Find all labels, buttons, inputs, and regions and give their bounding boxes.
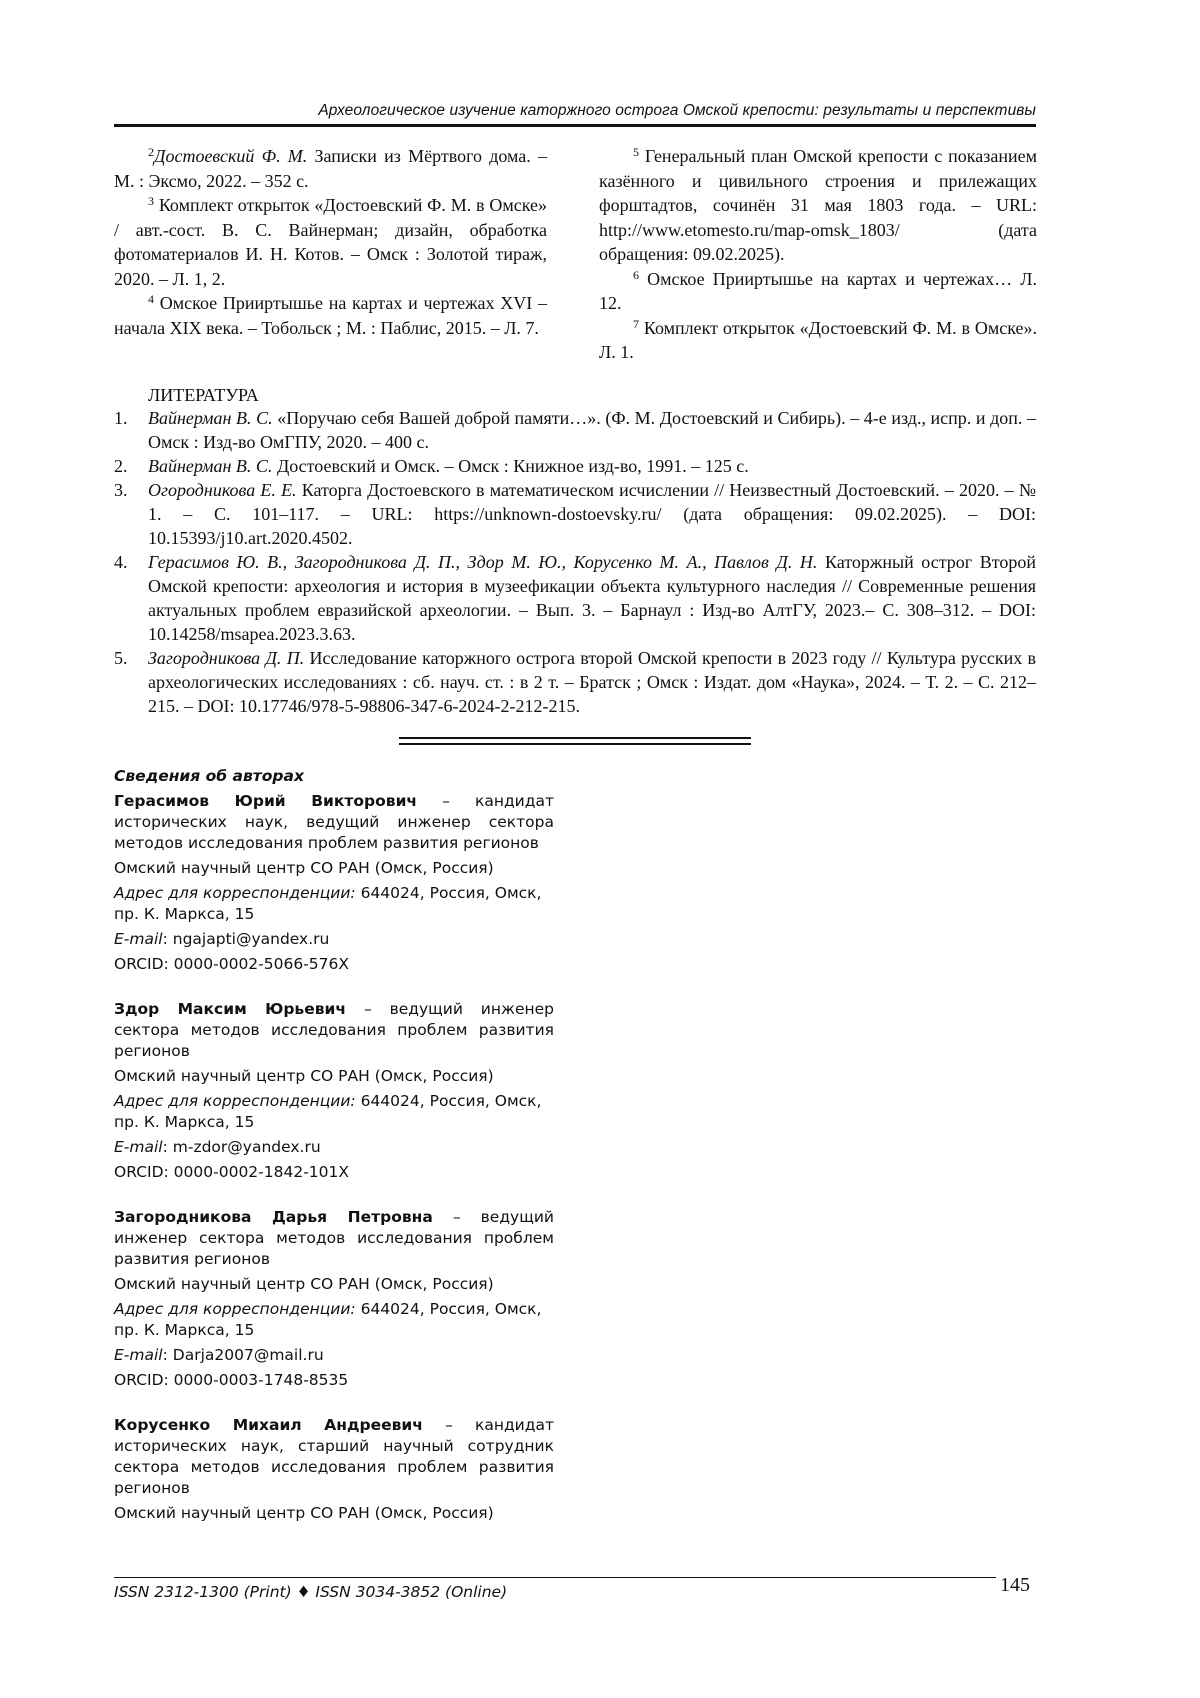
reference-text: Достоевский и Омск. – Омск : Книжное изд-во, 1991. – 125 с. [272,456,749,476]
footnote [114,193,547,291]
address-value: 644024, Россия, Омск, пр. К. Маркса, 15 [114,1092,542,1131]
author-block [114,1207,554,1391]
reference-number: 1. [114,408,128,428]
author-organization: Омский научный центр СО РАН (Омск, Россия) [114,1504,494,1522]
reference-number: 2. [114,456,128,476]
email-label: E-mail [114,930,163,948]
author-intro [114,1207,554,1270]
reference-number: 3. [114,480,128,500]
footnote-number: 3 [148,194,154,208]
author-description: – ведущий инженер сектора методов исследования проблем развития регионов [114,1208,554,1268]
footnotes-left-column [114,144,547,340]
footnote-number: 4 [148,292,154,306]
reference-item [114,478,1036,550]
header-rule [114,124,1036,127]
footnote-number: 5 [633,145,639,159]
footnote-text: Генеральный план Омской крепости с показанием казённого и цивильного строения и прилежащих форштадтов, сочинён 31 мая 1803 года. – URL: http://www.etomesto.ru/map-omsk_1803/ (дата обращения: 09.02.2025). [599,146,1037,264]
footer-issn: ISSN 2312-1300 (Print) ♦ ISSN 3034-3852 (Online) [114,1583,508,1601]
reference-item [114,550,1036,646]
footnote-number: 2 [148,145,154,159]
author-organization: Омский научный центр СО РАН (Омск, Россия) [114,859,494,877]
footnote-text: Комплект открыток «Достоевский Ф. М. в Омске». Л. 1. [599,317,1037,362]
address-value: 644024, Россия, Омск, пр. К. Маркса, 15 [114,1300,542,1339]
author-intro [114,791,554,854]
running-header: Археологическое изучение каторжного острога Омской крепости: результаты и перспективы [318,102,1036,119]
author-organization: Омский научный центр СО РАН (Омск, Россия) [114,1275,494,1293]
author-name: Герасимов Юрий Викторович [114,792,418,810]
footnote [114,291,547,340]
footnote-number: 6 [633,267,639,282]
footnote-text: Комплект открыток «Достоевский Ф. М. в Омске» / авт.-сост. В. С. Вайнерман; дизайн, обработка фотоматериалов И. Н. Котов. – Омск : Золотой тираж, 2020. – Л. 1, 2. [114,195,547,289]
author-address [114,883,554,925]
reference-text: «Поручаю себя Вашей доброй памяти…». (Ф. М. Достоевский и Сибирь). – 4-е изд., испр. и доп. – Омск : Изд-во ОмГПУ, 2020. – 400 с. [148,408,1037,452]
reference-text: Каторга Достоевского в математическом исчислении // Неизвестный Достоевский. – 2020. – № 1. – С. 101–117. – URL: https://unknown-dostoevsky.ru/ (дата обращения: 09.02.2025). – DOI: 10.15393/j10.art.2020.4502. [148,480,1037,548]
email-label: E-mail [114,1346,163,1364]
reference-authors: Вайнерман В. С. [148,408,273,428]
literature-heading: ЛИТЕРАТУРА [148,385,259,405]
author-organization: Омский научный центр СО РАН (Омск, Россия) [114,1067,494,1085]
footnote-text: Записки из Мёртвого дома. – М. : Эксмо, 2022. – 352 с. [114,146,548,191]
author-address [114,1091,554,1133]
reference-authors: Огородникова Е. Е. [148,480,297,500]
address-label: Адрес для корреспонденции: [114,1300,356,1318]
author-name: Корусенко Михаил Андреевич [114,1416,423,1434]
address-label: Адрес для корреспонденции: [114,1092,356,1110]
author-intro [114,999,554,1062]
authors-section [114,766,554,1548]
reference-list [114,406,1036,718]
page-number: 145 [1000,1574,1030,1596]
address-value: 644024, Россия, Омск, пр. К. Маркса, 15 [114,884,542,923]
author-email [114,929,554,950]
reference-item [114,406,1036,454]
reference-item [114,646,1036,718]
author-orcid: ORCID: 0000-0002-5066-576X [114,955,349,973]
author-email [114,1345,554,1366]
reference-text: Каторжный острог Второй Омской крепости: археология и история в музеефикации объекта культурного наследия // Современные решения актуальных проблем евразийской археологии. – Вып. 3. – Барнаул : Изд-во АлтГУ, 2023.– С. 308–312. – DOI: 10.14258/msapea.2023.3.63. [148,552,1036,644]
footnote-author: Достоевский Ф. М. [154,146,308,166]
author-description: – кандидат исторических наук, ведущий инженер сектора методов исследования проблем развития регионов [114,792,554,852]
author-email [114,1137,554,1158]
author-address [114,1299,554,1341]
author-name: Здор Максим Юрьевич [114,1000,347,1018]
author-orcid: ORCID: 0000-0002-1842-101X [114,1163,349,1181]
section-divider-top [399,737,751,739]
reference-number: 5. [114,648,128,668]
footnote [599,316,1037,365]
reference-number: 4. [114,552,128,572]
author-block [114,999,554,1183]
author-description: – кандидат исторических наук, старший научный сотрудник сектора методов исследования проблем развития регионов [114,1416,554,1497]
reference-authors: Герасимов Ю. В., Загородникова Д. П., Здор М. Ю., Корусенко М. А., Павлов Д. Н. [148,552,818,572]
section-divider-bottom [399,743,751,745]
footnote [114,144,547,193]
reference-item [114,454,1036,478]
footnote-number: 7 [633,316,639,331]
author-block [114,791,554,975]
address-label: Адрес для корреспонденции: [114,884,356,902]
reference-authors: Вайнерман В. С. [148,456,273,476]
footnote [599,267,1037,316]
author-description: – ведущий инженер сектора методов исследования проблем развития регионов [114,1000,554,1060]
author-name: Загородникова Дарья Петровна [114,1208,433,1226]
author-block [114,1415,554,1524]
footnotes-right-column [599,144,1037,365]
email-value[interactable]: : ngajapti@yandex.ru [162,930,330,948]
footnote-text: Омское Прииртышье на картах и чертежах XVI – начала XIX века. – Тобольск ; М. : Паблис, 2015. – Л. 7. [114,293,548,338]
authors-title: Сведения об авторах [114,767,304,785]
reference-authors: Загородникова Д. П. [148,648,305,668]
email-value[interactable]: : m-zdor@yandex.ru [162,1138,321,1156]
author-orcid: ORCID: 0000-0003-1748-8535 [114,1371,349,1389]
footer-rule [114,1577,996,1578]
email-label: E-mail [114,1138,163,1156]
footnote [599,144,1037,267]
footnote-text: Омское Прииртышье на картах и чертежах… Л. 12. [599,268,1037,313]
author-intro [114,1415,554,1499]
reference-text: Исследование каторжного острога второй Омской крепости в 2023 году // Культура русских в археологических исследованиях : сб. науч. ст. : в 2 т. – Братск ; Омск : Издат. дом «Наука», 2024. – Т. 2. – С. 212–215. – DOI: 10.17746/978-5-98806-347-6-2024-2-212-215. [148,648,1037,716]
email-value[interactable]: : Darja2007@mail.ru [162,1346,324,1364]
